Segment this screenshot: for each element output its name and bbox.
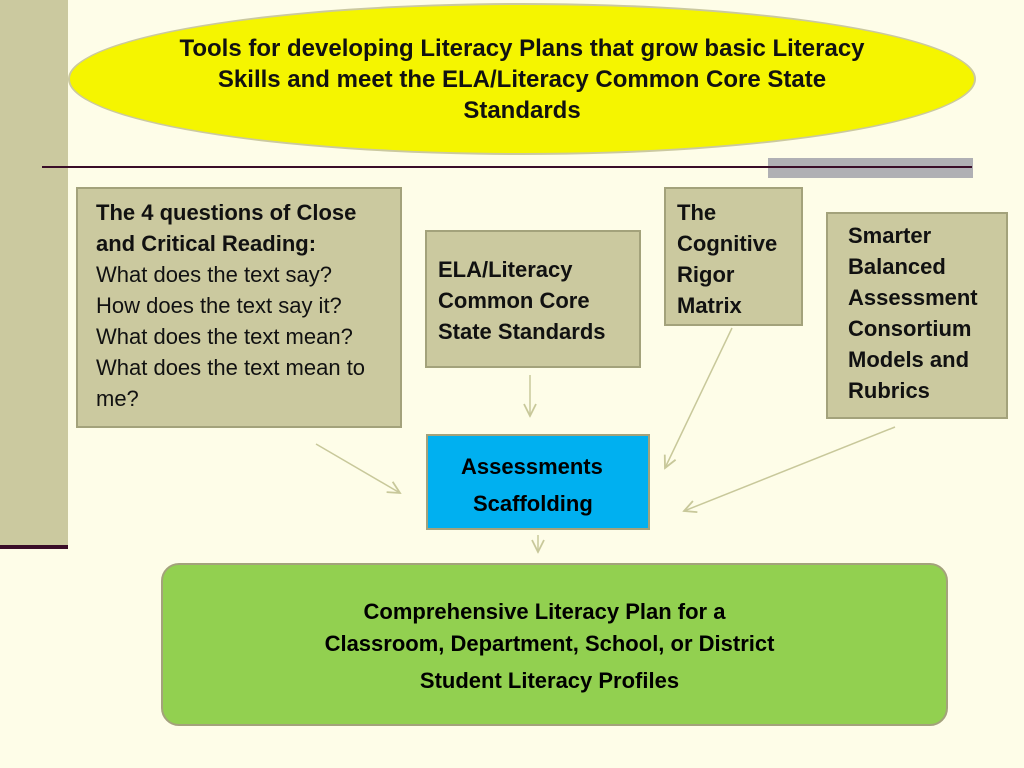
arrow-smarter [684, 427, 895, 511]
scaffolding-label: Scaffolding [473, 491, 593, 516]
rigor-text: The Cognitive Rigor Matrix [677, 200, 778, 318]
question-item: What does the text mean? [96, 324, 353, 349]
assessments-label: Assessments [461, 454, 603, 479]
ela-text: ELA/Literacy Common Core State Standards [438, 257, 606, 344]
question-item: How does the text say it? [96, 293, 342, 318]
question-item: What does the text say? [96, 262, 333, 287]
arrow-rigor [665, 328, 732, 468]
questions-heading: The 4 questions of Close and Critical Reading: [96, 200, 357, 256]
plan-line-3: Student Literacy Profiles [419, 668, 680, 693]
question-item: What does the text mean to me? [96, 355, 366, 411]
smarter-text: Smarter Balanced Assessment Consortium Models and Rubrics [848, 223, 978, 403]
plan-line-2: Classroom, Department, School, or District [324, 631, 775, 656]
page-title: Tools for developing Literacy Plans that grow basic Literacy Skills and meet the ELA/Literacy Common Core State Standards [179, 34, 865, 124]
plan-line-1: Comprehensive Literacy Plan for a [363, 599, 726, 624]
arrow-questions [316, 444, 400, 493]
